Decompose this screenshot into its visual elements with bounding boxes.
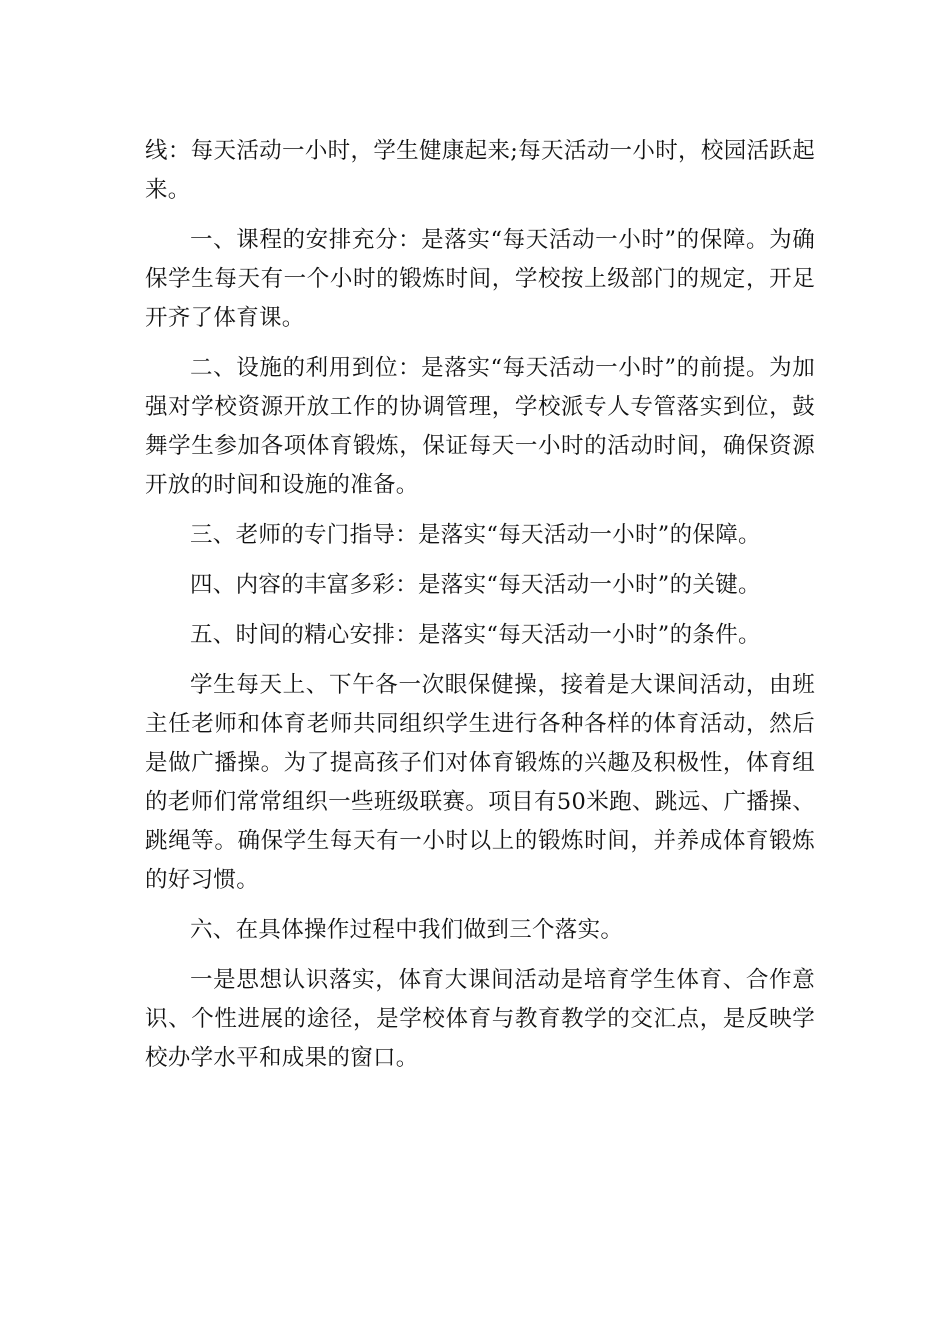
document-body [145, 132, 815, 1089]
paragraph-1: 线：每天活动一小时，学生健康起来;每天活动一小时，校园活跃起来。 [145, 138, 815, 203]
paragraph-6: 五、时间的精心安排：是落实“每天活动一小时”的条件。 [190, 622, 761, 648]
paragraph-5: 四、内容的丰富多彩：是落实“每天活动一小时”的关键。 [190, 572, 761, 598]
paragraph-4: 三、老师的专门指导：是落实“每天活动一小时”的保障。 [190, 522, 761, 548]
paragraph-9: 一是思想认识落实，体育大课间活动是培育学生体育、合作意识、个性进展的途径，是学校体育与教育教学的交汇点，是反映学校办学水平和成果的窗口。 [145, 967, 815, 1071]
paragraph-8: 六、在具体操作过程中我们做到三个落实。 [190, 917, 624, 943]
paragraph-7: 学生每天上、下午各一次眼保健操，接着是大课间活动，由班主任老师和体育老师共同组织学生进行各种各样的体育活动，然后是做广播操。为了提高孩子们对体育锻炼的兴趣及积极性，体育组的老师们常常组织一些班级联赛。项目有50米跑、跳远、广播操、跳绳等。确保学生每天有一小时以上的锻炼时间，并养成体育锻炼的好习惯。 [145, 672, 815, 893]
paragraph-3: 二、设施的利用到位：是落实“每天活动一小时”的前提。为加强对学校资源开放工作的协调管理，学校派专人专管落实到位，鼓舞学生参加各项体育锻炼，保证每天一小时的活动时间，确保资源开放的时间和设施的准备。 [145, 355, 815, 498]
paragraph-2: 一、课程的安排充分：是落实“每天活动一小时”的保障。为确保学生每天有一个小时的锻炼时间，学校按上级部门的规定，开足开齐了体育课。 [145, 227, 815, 331]
